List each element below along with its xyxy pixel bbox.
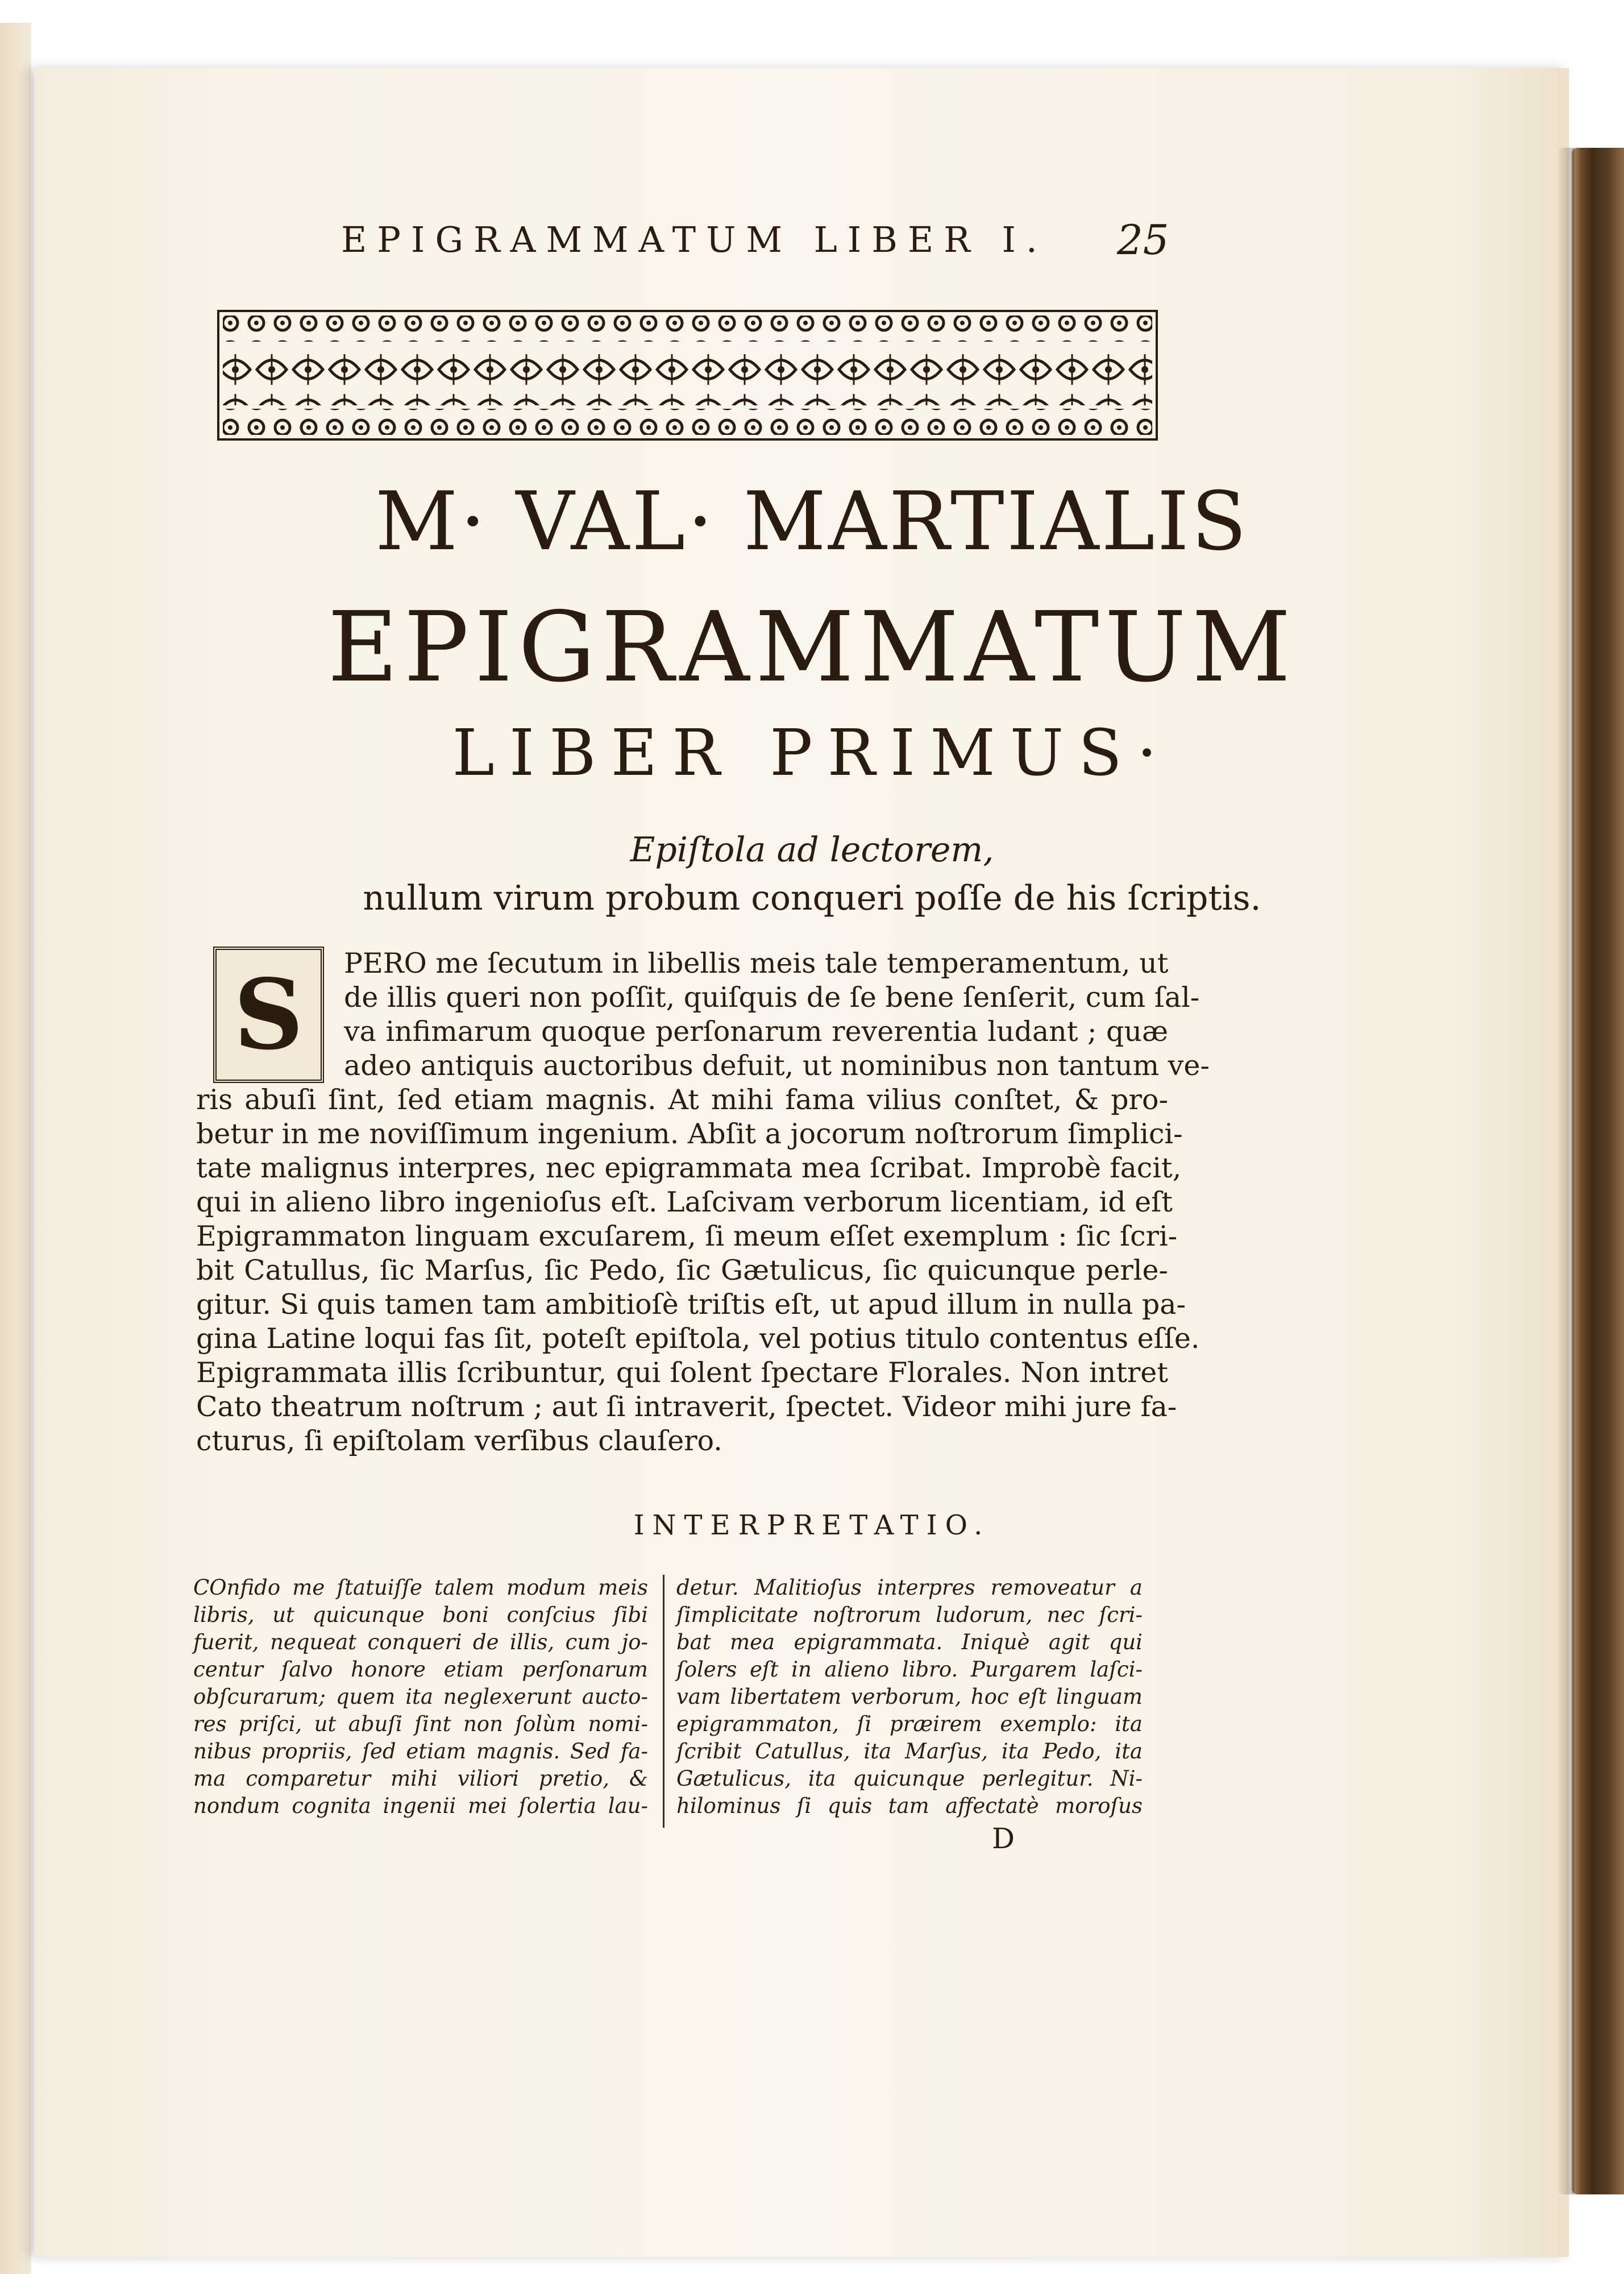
column-divider [663, 1575, 664, 1828]
interpretatio-right-line: vam libertatem verborum, hoc eſt linguam [676, 1684, 1143, 1709]
epistola-line: tate malignus interpres, nec epigrammata mea ſcribat. Improbè facit, [196, 1152, 1182, 1184]
epistola-line: betur in me noviſſimum ingenium. Abſit a jocorum noſtrorum ſimplici- [196, 1118, 1183, 1150]
interpretatio-left-line: centur ſalvo honore etiam perſonarum [193, 1657, 648, 1682]
epistola-subheading: nullum virum probum conqueri poſſe de his ſcriptis. [363, 878, 1261, 918]
epistola-line: bit Catullus, ſic Marſus, ſic Pedo, ſic Gætulicus, ſic quicunque perle- [196, 1254, 1168, 1287]
interpretatio-left-line: COnfido me ſtatuiſſe talem modum meis [193, 1575, 648, 1600]
adjacent-page-edge [0, 23, 31, 2274]
epistola-line: adeo antiquis auctoribus defuit, ut nominibus non tantum ve- [344, 1049, 1210, 1082]
interpretatio-left-line: obſcurarum; quem ita neglexerunt aucto- [193, 1684, 648, 1709]
running-head: EPIGRAMMATUM LIBER I. [341, 219, 1048, 260]
interpretatio-right-line: detur. Malitioſus interpres removeatur a [676, 1575, 1143, 1600]
epistola-line: PERO me ſecutum in libellis meis tale temperamentum, ut [344, 947, 1169, 980]
epistola-line: Cato theatrum noſtrum ; aut ſi intraverit, ſpectet. Videor mihi jure fa- [196, 1391, 1177, 1423]
epistola-line: gitur. Si quis tamen tam ambitioſè triſtis eſt, ut apud illum in nulla pa- [196, 1288, 1186, 1321]
interpretatio-right-line: epigrammaton, ſi præirem exemplo: ita [676, 1712, 1143, 1736]
interpretatio-left-line: res priſci, ut abuſi ſint non ſolùm nomi- [193, 1712, 648, 1736]
epistola-heading: Epiſtola ad lectorem, [630, 830, 994, 870]
ornamental-drop-cap [213, 947, 324, 1083]
interpretatio-left-line: ma comparetur mihi viliori pretio, & [193, 1766, 648, 1791]
epistola-line: Epigrammata illis ſcribuntur, qui ſolent ſpectare Florales. Non intret [196, 1356, 1168, 1389]
title-work: EPIGRAMMATUM [327, 591, 1297, 704]
interpretatio-right-line: ſimplicitate noſtrorum ludorum, nec ſcri- [676, 1603, 1143, 1627]
interpretatio-right-line: bat mea epigrammata. Iniquè agit qui [676, 1630, 1143, 1654]
drop-cap-letter: S [234, 958, 304, 1072]
epistola-line-last: cturus, ſi epiſtolam verſibus clauſero. [196, 1425, 722, 1457]
interpretatio-left-line: fuerit, nequeat conqueri de illis, cum jo- [193, 1630, 648, 1654]
page-edge-shadow [1557, 148, 1575, 2194]
epistola-line: va infimarum quoque perſonarum reverentia ludant ; quæ [344, 1015, 1168, 1048]
epistola-line: ris abuſi ſint, ſed etiam magnis. At mihi fama vilius conſtet, & pro- [196, 1084, 1168, 1116]
title-author: M· VAL· MARTIALIS [375, 475, 1249, 568]
headpiece-ornament [217, 310, 1158, 441]
interpretatio-right-line: hilominus ſi quis tam affectatè moroſus [676, 1794, 1143, 1818]
interpretatio-right-line: ſolers eſt in alieno libro. Purgarem laſci- [676, 1657, 1143, 1682]
title-book: LIBER PRIMUS· [452, 716, 1172, 790]
interpretatio-left-line: libris, ut quicunque boni conſcius ſibi [193, 1603, 648, 1627]
interpretatio-left-line: nibus propriis, ſed etiam magnis. Sed fa- [193, 1739, 648, 1763]
epistola-line: qui in alieno libro ingenioſus eſt. Laſcivam verborum licentiam, id eſt [196, 1186, 1173, 1218]
interpretatio-right-line: ſcribit Catullus, ita Marſus, ita Pedo, ita [676, 1739, 1143, 1763]
interpretatio-right-line: Gætulicus, ita quicunque perlegitur. Ni- [676, 1766, 1143, 1791]
page-number: 25 [1117, 216, 1169, 264]
epistola-line: Epigrammaton linguam excuſarem, ſi meum eſſet exemplum : ſic ſcri- [196, 1220, 1178, 1252]
epistola-line: de illis queri non poſſit, quiſquis de ſe bene ſenſerit, cum ſal- [344, 981, 1200, 1014]
book-spine [1572, 148, 1624, 2194]
interpretatio-left-line: nondum cognita ingenii mei ſolertia lau- [193, 1794, 648, 1818]
epistola-line: gina Latine loqui fas ſit, poteſt epiſtola, vel potius titulo contentus eſſe. [196, 1322, 1200, 1355]
interpretatio-heading: INTERPRETATIO. [633, 1509, 991, 1541]
signature-mark: D [992, 1822, 1015, 1855]
